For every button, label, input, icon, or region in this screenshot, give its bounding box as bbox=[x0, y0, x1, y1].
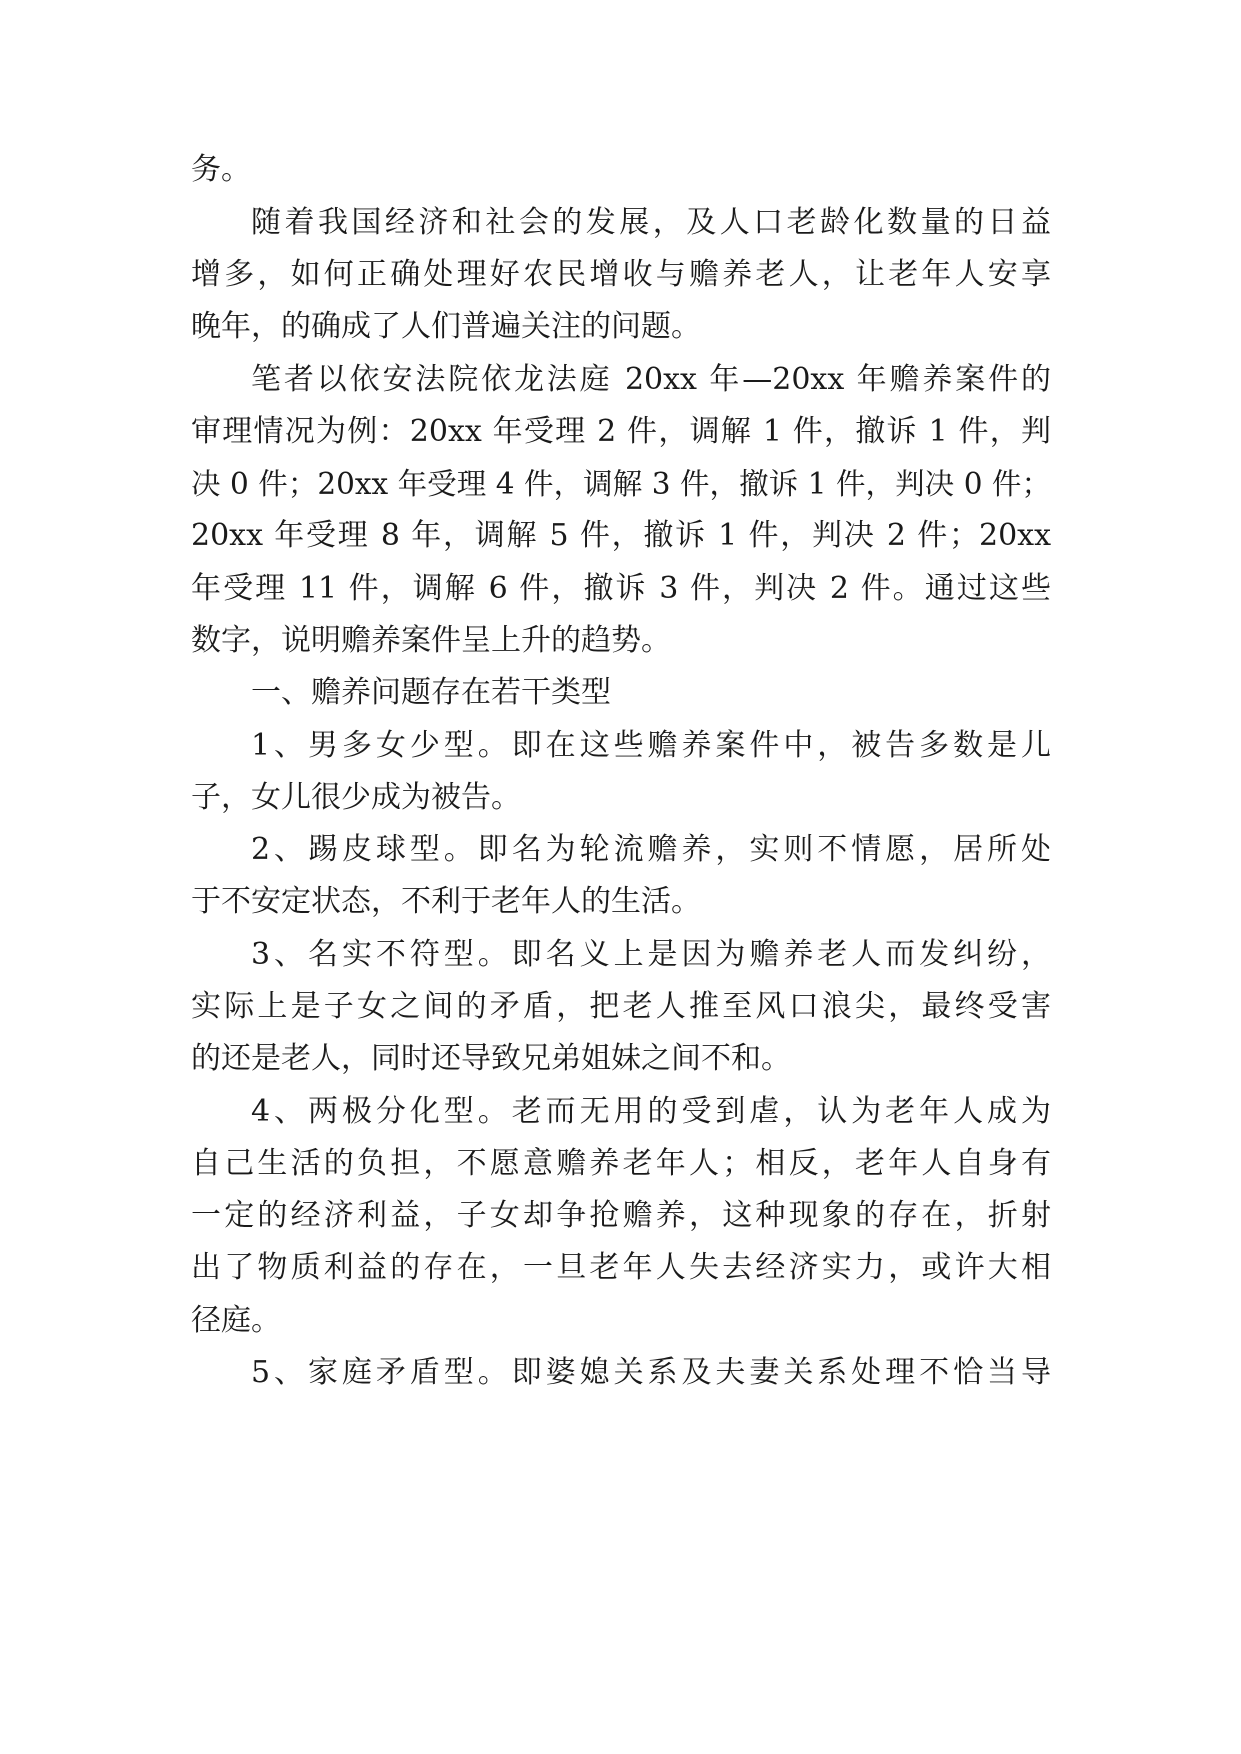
text-line: 实际上是子女之间的矛盾，把老人推至风口浪尖，最终受害 bbox=[191, 989, 1051, 1024]
text-line: 的还是老人，同时还导致兄弟姐妹之间不和。 bbox=[191, 1041, 791, 1076]
paragraph-first-line: 笔者以依安法院依龙法庭 20xx 年—20xx 年赡养案件的 bbox=[251, 362, 1051, 397]
paragraph-first-line: 2、踢皮球型。即名为轮流赡养，实则不情愿，居所处 bbox=[251, 832, 1051, 867]
text-line: 自己生活的负担，不愿意赡养老年人；相反，老年人自身有 bbox=[191, 1146, 1051, 1181]
text-line: 子，女儿很少成为被告。 bbox=[191, 780, 521, 815]
text-line: 决 0 件；20xx 年受理 4 件，调解 3 件，撤诉 1 件，判决 0 件； bbox=[191, 467, 1051, 501]
text-line: 数字，说明赡养案件呈上升的趋势。 bbox=[191, 623, 671, 658]
text-line: 径庭。 bbox=[191, 1303, 281, 1338]
paragraph-first-line: 3、名实不符型。即名义上是因为赡养老人而发纠纷， bbox=[251, 937, 1051, 972]
text-line: 增多，如何正确处理好农民增收与赡养老人，让老年人安享 bbox=[191, 257, 1051, 292]
text-line: 审理情况为例：20xx 年受理 2 件，调解 1 件，撤诉 1 件，判 bbox=[191, 414, 1051, 449]
text-line: 务。 bbox=[191, 152, 251, 187]
text-line: 出了物质利益的存在，一旦老年人失去经济实力，或许大相 bbox=[191, 1250, 1051, 1285]
section-heading: 一、赡养问题存在若干类型 bbox=[251, 675, 611, 710]
paragraph-first-line: 1、男多女少型。即在这些赡养案件中，被告多数是儿 bbox=[251, 728, 1051, 763]
paragraph-first-line: 4、两极分化型。老而无用的受到虐，认为老年人成为 bbox=[251, 1094, 1051, 1129]
paragraph-first-line: 随着我国经济和社会的发展，及人口老龄化数量的日益 bbox=[251, 205, 1051, 240]
text-line: 20xx 年受理 8 年，调解 5 件，撤诉 1 件，判决 2 件；20xx bbox=[191, 518, 1051, 553]
text-line: 一定的经济利益，子女却争抢赡养，这种现象的存在，折射 bbox=[191, 1198, 1051, 1233]
text-line: 于不安定状态，不利于老年人的生活。 bbox=[191, 884, 701, 919]
text-line: 年受理 11 件，调解 6 件，撤诉 3 件，判决 2 件。通过这些 bbox=[191, 571, 1051, 606]
text-line: 晚年，的确成了人们普遍关注的问题。 bbox=[191, 309, 701, 344]
paragraph-first-line: 5、家庭矛盾型。即婆媳关系及夫妻关系处理不恰当导 bbox=[251, 1355, 1051, 1390]
